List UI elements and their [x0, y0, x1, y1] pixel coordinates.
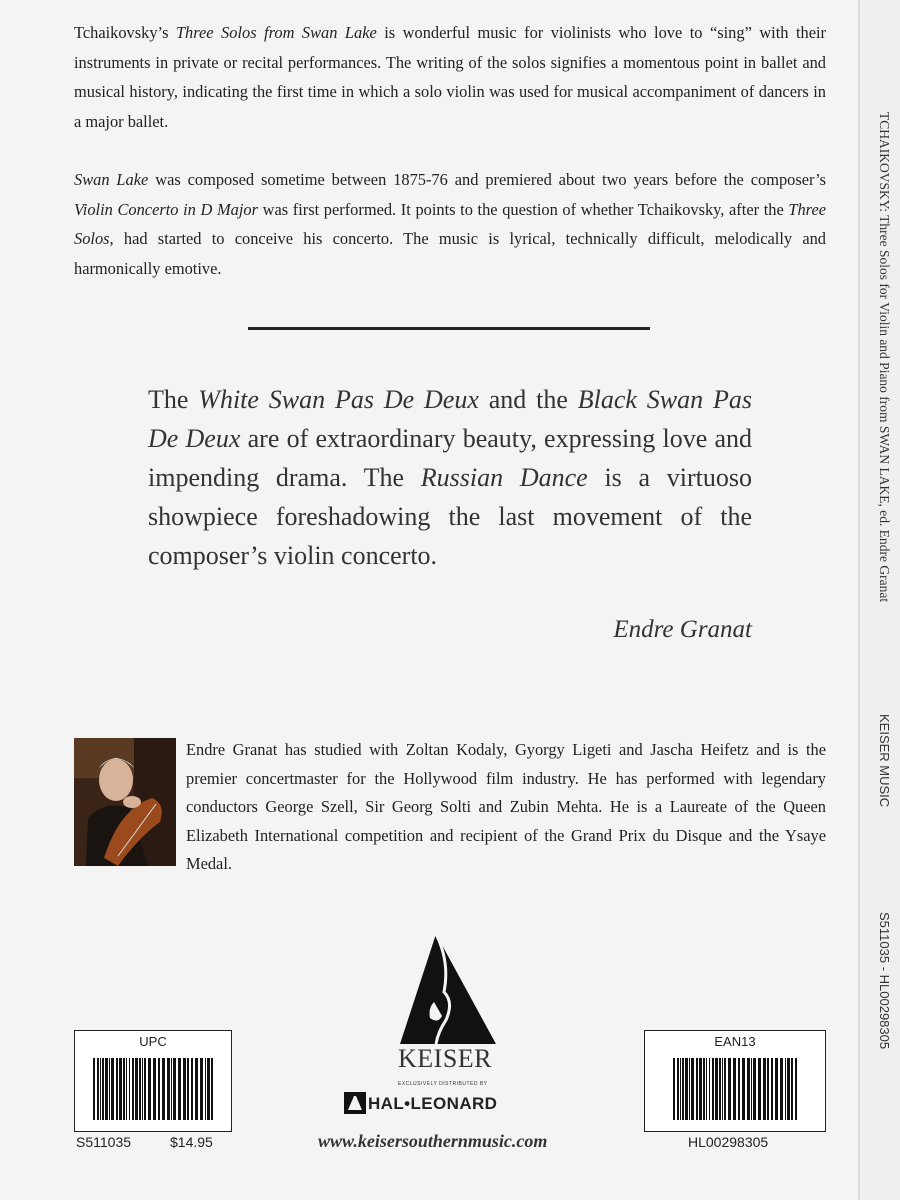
spine-code: S511035 - HL00298305: [877, 912, 892, 1050]
book-spine: [860, 0, 900, 1200]
spine-publisher: KEISER MUSIC: [877, 714, 892, 808]
spine-title: TCHAIKOVSKY: Three Solos for Violin and Piano from SWAN LAKE, ed. Endre Granat: [877, 112, 892, 603]
keiser-logo-icon: [398, 932, 498, 1046]
intro-paragraph-1: Tchaikovsky’s Three Solos from Swan Lake is wonderful music for violinists who love to “sing” with their instruments in private or recital performances. The writing of the solos signifies a momentous point in ballet and musical history, indicating the first time in which a solo violin was used for musical accompaniment of dancers in a major ballet.: [74, 23, 826, 131]
intro-paragraph-2: Swan Lake was composed sometime between 1875-76 and premiered about two years before the composer’s Violin Concerto in D Major was first performed. It points to the question of whether Tchaikovsky, after the Three Solos, had started to conceive his concerto. The music is lyrical, technically difficult, melodically and harmonically emotive.: [74, 170, 827, 278]
upc-item-number: S511035: [76, 1134, 132, 1150]
ean-item-number: HL00298305: [688, 1134, 769, 1150]
quote-signature: Endre Granat: [613, 616, 752, 643]
ean-barcode: [673, 1058, 797, 1120]
upc-label: UPC: [139, 1034, 167, 1049]
distribution-note: EXCLUSIVELY DISTRIBUTED BY: [398, 1081, 488, 1087]
keiser-wordmark: KEISER: [398, 1044, 492, 1073]
ean-barcode-box: [644, 1030, 826, 1132]
author-bio: Endre Granat has studied with Zoltan Kodaly, Gyorgy Ligeti and Jascha Heifetz and is the premier concertmaster for the Hollywood film industry. He has performed with legendary conductors George Szell, Sir Georg Solti and Zubin Mehta. He is a Laureate of the Queen Elizabeth International competition and recipient of the Grand Prix du Disque and the Ysaye Medal.: [186, 740, 826, 873]
author-photo: [74, 738, 176, 866]
upc-barcode-box: [74, 1030, 232, 1132]
pull-quote: The White Swan Pas De Deux and the Black Swan Pas De Deux are of extraordinary beauty, expressing love and impending drama. The Russian Dance is a virtuoso showpiece foreshadowing the last movement of the composer’s violin concerto.: [148, 385, 752, 570]
hal-leonard-logo-icon: [344, 1092, 366, 1114]
upc-barcode: [93, 1058, 213, 1120]
website-url[interactable]: www.keisersouthernmusic.com: [318, 1131, 548, 1151]
ean-label: EAN13: [714, 1034, 756, 1049]
hal-leonard-wordmark: HAL•LEONARD: [368, 1094, 498, 1113]
divider-rule: [248, 327, 650, 330]
upc-price: $14.95: [170, 1134, 213, 1150]
